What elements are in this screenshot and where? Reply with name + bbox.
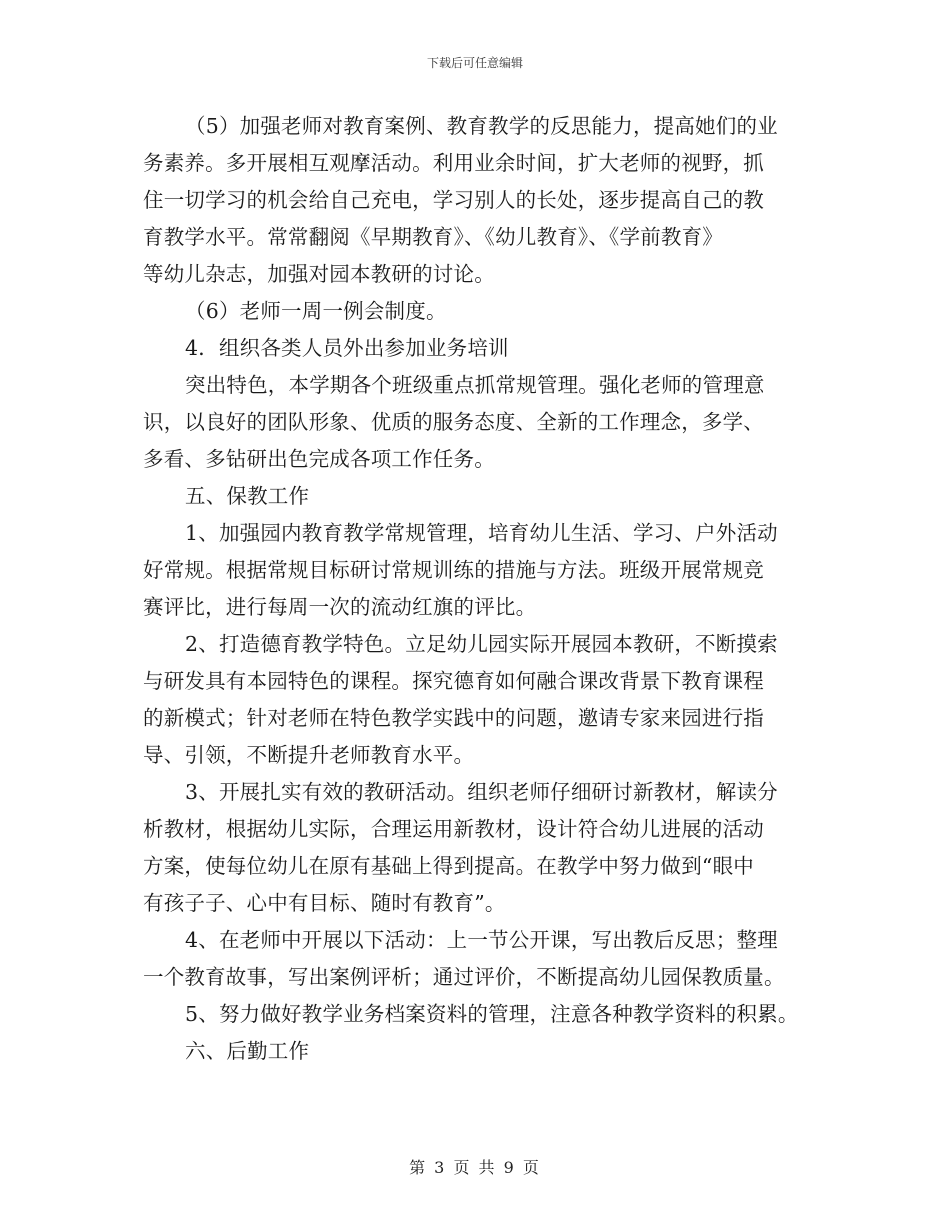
text-line: 等幼儿杂志，加强对园本教研的讨论。 xyxy=(143,262,495,286)
text-line: 方案，使每位幼儿在原有基础上得到提高。在教学中努力做到“眼中 xyxy=(143,854,754,878)
page-header: 下载后可任意编辑 xyxy=(426,56,523,70)
text-line: 4、在老师中开展以下活动：上一节公开课，写出教后反思；整理 xyxy=(185,928,778,952)
text-line: 1、加强园内教育教学常规管理，培育幼儿生活、学习、户外活动 xyxy=(185,521,778,545)
text-line: （6）老师一周一例会制度。 xyxy=(185,299,447,323)
text-line: 务素养。多开展相互观摩活动。利用业余时间，扩大老师的视野，抓 xyxy=(143,151,764,175)
text-line: 与研发具有本园特色的课程。探究德育如何融合课改背景下教育课程 xyxy=(143,669,764,693)
text-line: 六、后勤工作 xyxy=(185,1039,310,1063)
page-number: 第 3 页 共 9 页 xyxy=(409,1158,541,1177)
text-line: 识，以良好的团队形象、优质的服务态度、全新的工作理念，多学、 xyxy=(143,410,764,434)
text-line: 4．组织各类人员外出参加业务培训 xyxy=(185,336,509,360)
text-line: 育教学水平。常常翻阅《早期教育》、《幼儿教育》、《学前教育》 xyxy=(143,225,723,249)
text-line: 析教材，根据幼儿实际，合理运用新教材，设计符合幼儿进展的活动 xyxy=(143,817,764,841)
text-line: 3、开展扎实有效的教研活动。组织老师仔细研讨新教材，解读分 xyxy=(185,780,778,804)
text-line: 赛评比，进行每周一次的流动红旗的评比。 xyxy=(143,595,537,619)
text-line: （5）加强老师对教育案例、教育教学的反思能力，提高她们的业 xyxy=(185,114,778,138)
text-line: 五、保教工作 xyxy=(185,484,310,508)
text-line: 一个教育故事，写出案例评析；通过评价，不断提高幼儿园保教质量。 xyxy=(143,965,785,989)
text-line: 2、打造德育教学特色。立足幼儿园实际开展园本教研，不断摸索 xyxy=(185,632,778,656)
text-line: 好常规。根据常规目标研讨常规训练的措施与方法。班级开展常规竞 xyxy=(143,558,764,582)
text-line: 住一切学习的机会给自己充电，学习别人的长处，逐步提高自己的教 xyxy=(143,188,764,212)
text-line: 多看、多钻研出色完成各项工作任务。 xyxy=(143,447,495,471)
document-body xyxy=(143,108,843,1070)
text-line: 的新模式；针对老师在特色教学实践中的问题，邀请专家来园进行指 xyxy=(143,706,764,730)
text-line: 有孩子子、心中有目标、随时有教育”。 xyxy=(143,891,506,915)
text-line: 导、引领，不断提升老师教育水平。 xyxy=(143,743,475,767)
text-line: 5、努力做好教学业务档案资料的管理，注意各种教学资料的积累。 xyxy=(185,1002,799,1026)
text-line: 突出特色，本学期各个班级重点抓常规管理。强化老师的管理意 xyxy=(185,373,765,397)
